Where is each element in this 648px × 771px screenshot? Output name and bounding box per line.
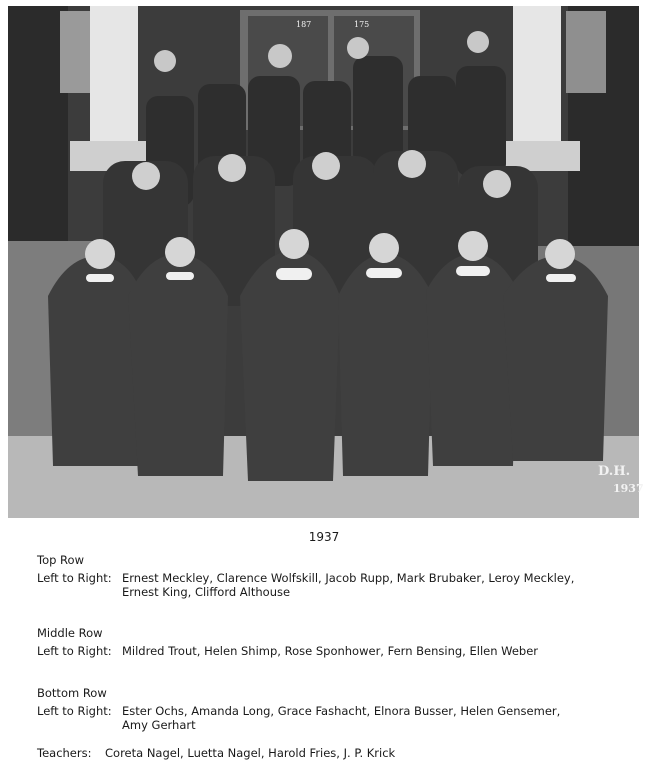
teachers-caption bbox=[37, 746, 627, 760]
top-row-names-line1: Ernest Meckley, Clarence Wolfskill, Jacob Rupp, Mark Brubaker, Leroy Meckley, bbox=[122, 571, 575, 585]
teachers-names: Coreta Nagel, Luetta Nagel, Harold Fries, J. P. Krick bbox=[105, 746, 396, 760]
bottom-row-heading: Bottom Row bbox=[37, 686, 107, 700]
top-row-names-line2: Ernest King, Clifford Althouse bbox=[122, 585, 291, 599]
photo-year: 1937 bbox=[308, 530, 340, 544]
door-number-left: 187 bbox=[296, 20, 312, 29]
column-right bbox=[513, 6, 561, 146]
top-row-label: Left to Right: bbox=[37, 571, 112, 585]
door-number-right: 175 bbox=[354, 20, 370, 29]
middle-row-caption bbox=[37, 626, 627, 658]
photo-annotation-initials: D.H. bbox=[598, 464, 631, 479]
bottom-row-caption bbox=[37, 686, 627, 732]
middle-row-heading: Middle Row bbox=[37, 626, 103, 640]
bottom-row-label: Left to Right: bbox=[37, 704, 112, 718]
middle-row-label: Left to Right: bbox=[37, 644, 112, 658]
column-left bbox=[90, 6, 138, 146]
teachers-label: Teachers: bbox=[37, 746, 92, 760]
class-photo-illustration bbox=[8, 6, 639, 518]
class-photo bbox=[8, 6, 644, 518]
photo-annotation-year: 1937 bbox=[613, 482, 644, 495]
middle-row-names: Mildred Trout, Helen Shimp, Rose Sponhower, Fern Bensing, Ellen Weber bbox=[122, 644, 539, 658]
top-row-caption bbox=[37, 553, 627, 599]
window-left bbox=[60, 11, 90, 93]
top-row-heading: Top Row bbox=[37, 553, 84, 567]
bottom-row-names-line1: Ester Ochs, Amanda Long, Grace Fashacht, Elnora Busser, Helen Gensemer, bbox=[122, 704, 561, 718]
bottom-row-names-line2: Amy Gerhart bbox=[122, 718, 196, 732]
window-right bbox=[566, 11, 606, 93]
